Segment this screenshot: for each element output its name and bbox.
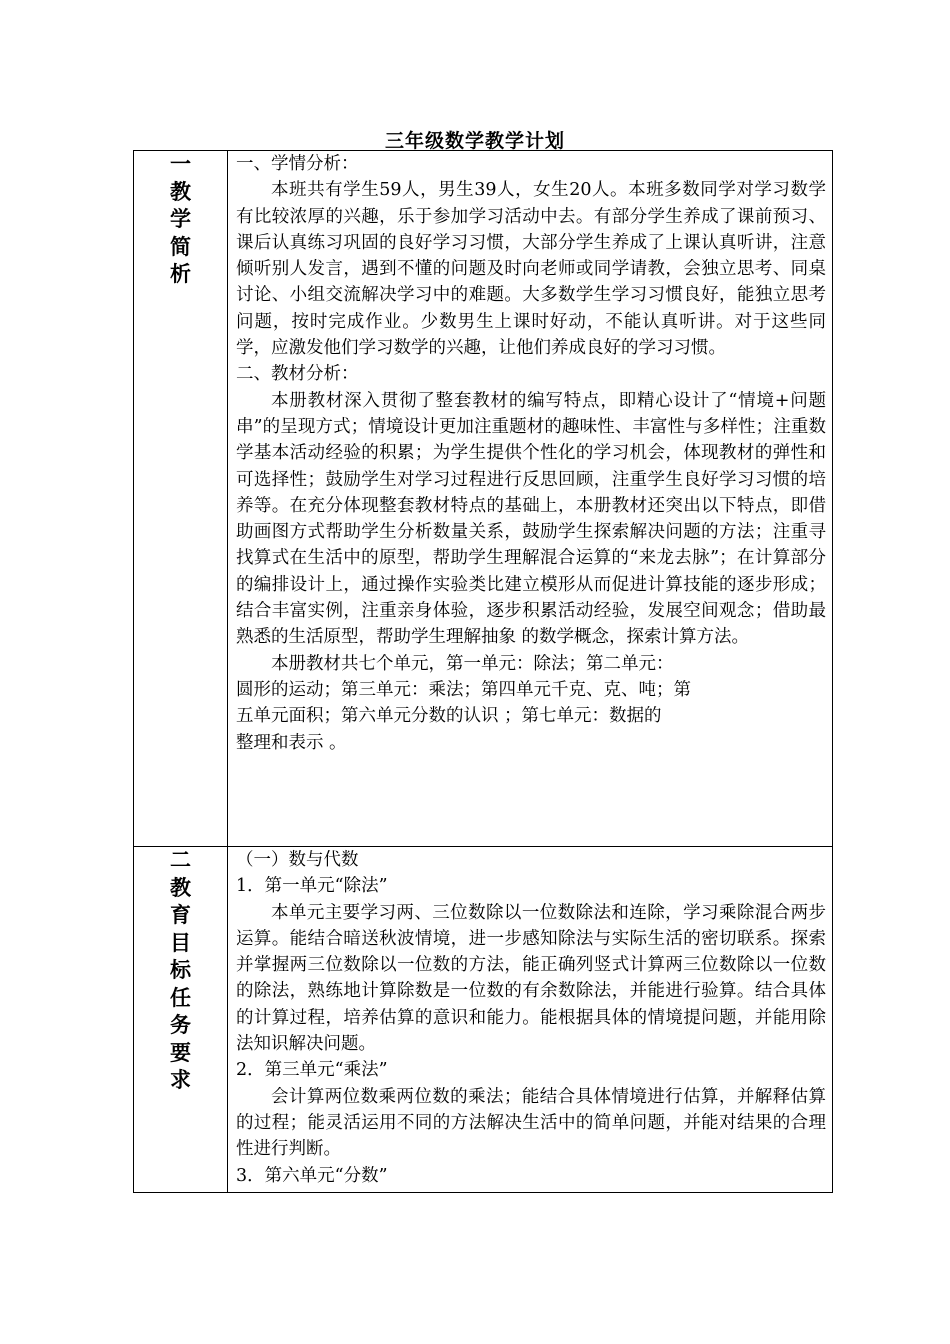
section-label-cell [134, 847, 228, 1193]
paragraph-line: 整理和表示 。 [236, 732, 347, 753]
section-content-cell [228, 847, 833, 1193]
label-char: 析 [170, 262, 191, 286]
label-char: 求 [170, 1068, 191, 1092]
label-char: 一 [170, 152, 191, 176]
label-char: 学 [170, 207, 191, 231]
section-content [228, 847, 832, 1189]
section-row [134, 847, 833, 1193]
paragraph: 会计算两位数乘两位数的乘法；能结合具体情境进行估算，并解释估算的过程；能灵活运用不同的方法解决生活中的简单问题，并能对结果的合理性进行判断。 [236, 1086, 826, 1160]
unit-heading: 2．第三单元“乘法” [236, 1060, 388, 1081]
label-char: 育 [170, 903, 191, 927]
label-char: 目 [170, 930, 191, 955]
paragraph: 本册教材共七个单元，第一单元：除法；第二单元： [271, 653, 674, 674]
label-char: 教 [170, 875, 191, 900]
page-title: 三年级数学教学计划 [384, 130, 565, 152]
section-label [134, 847, 227, 1095]
paragraph-line: 圆形的运动；第三单元：乘法；第四单元千克、克、吨；第 [236, 679, 691, 700]
label-char: 任 [170, 985, 191, 1010]
section-content-cell [228, 151, 833, 847]
label-char: 务 [170, 1013, 191, 1037]
unit-heading: 1．第一单元“除法” [236, 876, 388, 897]
label-char: 教 [170, 179, 191, 204]
plan-table [133, 150, 833, 1193]
section-heading: 一、学情分析： [236, 154, 359, 174]
paragraph: 本班共有学生59人，男生39人，女生20人。本班多数同学对学习数学有比较浓厚的兴趣，乐于参加学习活动中去。有部分学生养成了课前预习、课后认真练习巩固的良好学习习惯，大部分学生养成了上课认真听讲，注意倾听别人发言，遇到不懂的问题及时向老师或同学请教，会独立思考、同桌讨论、小组交流解决学习中的难题。大多数学生学习习惯良好，能独立思考问题，按时完成作业。少数男生上课时好动，不能认真听讲。对于这些同学，应激发他们学习数学的兴趣，让他们养成良好的学习习惯。 [236, 180, 826, 359]
paragraph-line: 五单元面积；第六单元分数的认识 ；第七单元：数据的 [236, 706, 662, 727]
section-row [134, 151, 833, 847]
section-heading: 二、教材分析： [236, 364, 359, 385]
paragraph: 本册教材深入贯彻了整套教材的编写特点，即精心设计了“情境+问题串”的呈现方式；情境设计更加注重题材的趣味性、丰富性与多样性；注重数学基本活动经验的积累；为学生提供个性化的学习机会，体现教材的弹性和可选择性；鼓励学生对学习过程进行反思回顾，注重学生良好学习习惯的培养等。在充分体现整套教材特点的基础上，本册教材还突出以下特点，即借助画图方式帮助学生分析数量关系，鼓励学生探索解决问题的方法；注重寻找算式在生活中的原型，帮助学生理解混合运算的“来龙去脉”；在计算部分的编排设计上，通过操作实验类比建立模形从而促进计算技能的逐步形成；结合丰富实例，注重亲身体验，逐步积累活动经验，发展空间观念；借助最熟悉的生活原型，帮助学生理解抽象 的数学概念，探索计算方法。 [236, 390, 826, 648]
section-heading: （一）数与代数 [236, 850, 359, 870]
label-char: 要 [170, 1040, 191, 1065]
label-char: 二 [170, 848, 191, 872]
unit-heading: 3．第六单元“分数” [236, 1165, 388, 1186]
label-char: 标 [170, 958, 191, 982]
paragraph: 本单元主要学习两、三位数除以一位数除法和连除，学习乘除混合两步运算。能结合暗送秋波情境，进一步感知除法与实际生活的密切联系。探索并掌握两三位数除以一位数的方法，能正确列竖式计算两三位数除以一位数的除法，熟练地计算除数是一位数的有余数除法，并能进行验算。结合具体的计算过程，培养估算的意识和能力。能根据具体的情境提问题，并能用除法知识解决问题。 [236, 902, 826, 1055]
section-label-cell [134, 151, 228, 847]
label-char: 简 [170, 234, 191, 259]
section-content [228, 151, 832, 756]
section-label [134, 151, 227, 289]
